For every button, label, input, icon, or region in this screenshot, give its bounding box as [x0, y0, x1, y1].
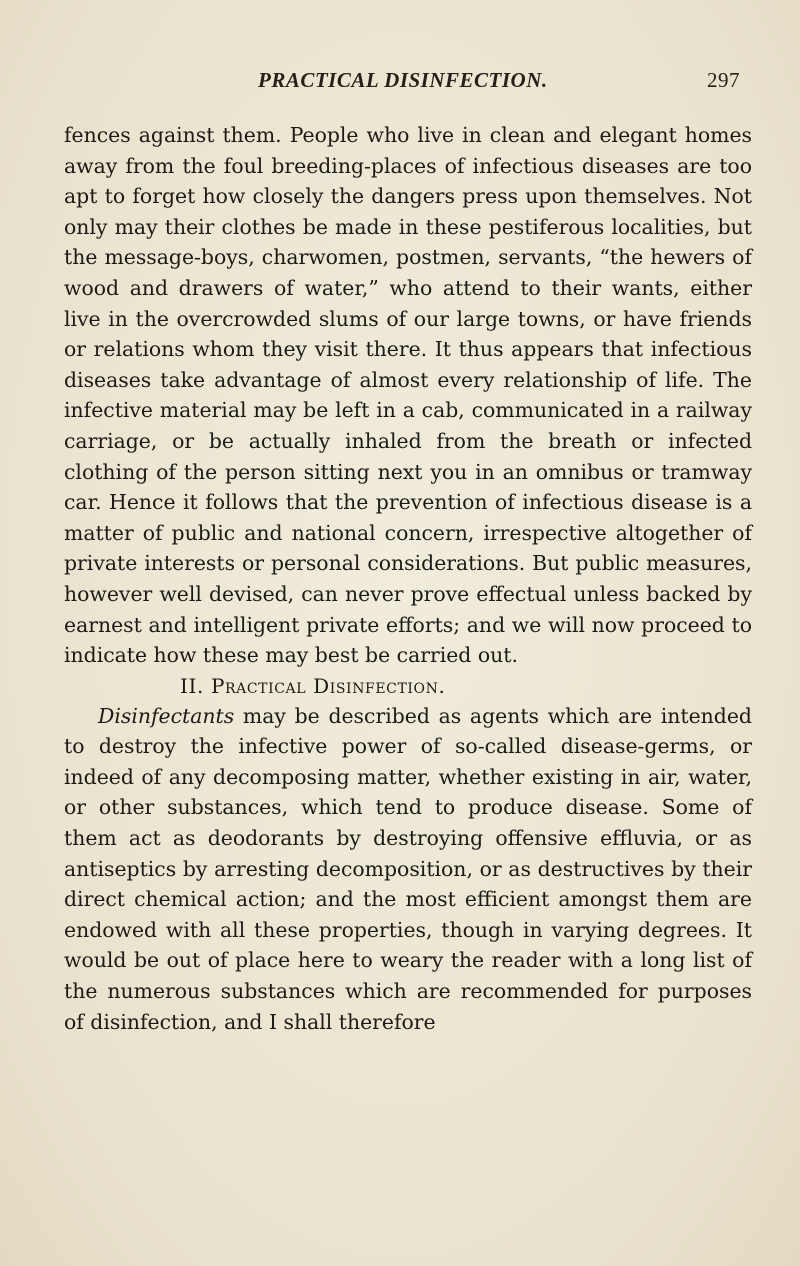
lead-term: Disinfectants — [98, 703, 235, 728]
section-heading — [64, 671, 752, 701]
running-head-title: PRACTICAL DISINFECTION. — [258, 68, 548, 92]
section-numeral: II. — [180, 673, 204, 698]
page-number: 297 — [707, 68, 740, 92]
section-paragraph-text: may be described as agents which are intended to destroy the infective power of so-called disease-germs, or indeed of any decomposing matter, whether existing in air, water, or other substances, which tend to produce disease. Some of them act as deodorants by destroying offensive effluvia, or as antiseptics by arresting decomposition, or as destructives by their direct chemical action; and the most efficient amongst them are endowed with all these properties, though in varying degrees. It would be out of place here to weary the reader with a long list of the numerous substances which are recommended for purposes of disinfection, and I shall therefore — [64, 703, 752, 1034]
section-title: Practical Disinfection. — [210, 673, 446, 698]
section-paragraph — [64, 701, 752, 1038]
paragraph-continued: fences against them. People who live in clean and elegant homes away from the foul breeding-places of infectious diseases are too apt to forget how closely the dangers press upon themselves. Not only may their clothes be made in these pestiferous localities, but the message-boys, charwomen, postmen, servants, “the hewers of wood and drawers of water,” who attend to their wants, either live in the overcrowded slums of our large towns, or have friends or relations whom they visit there. It thus appears that infectious diseases take advantage of almost every relationship of life. The infective material may be left in a cab, communicated in a railway carriage, or be actually inhaled from the breath or infected clothing of the person sitting next you in an omnibus or tramway car. Hence it follows that the prevention of infectious disease is a matter of public and national concern, irrespective altogether of private interests or personal considerations. But public measures, however well devised, can never prove effectual unless backed by earnest and intelligent private efforts; and we will now proceed to indicate how these may best be carried out. — [64, 123, 752, 668]
body-text — [64, 120, 752, 1037]
